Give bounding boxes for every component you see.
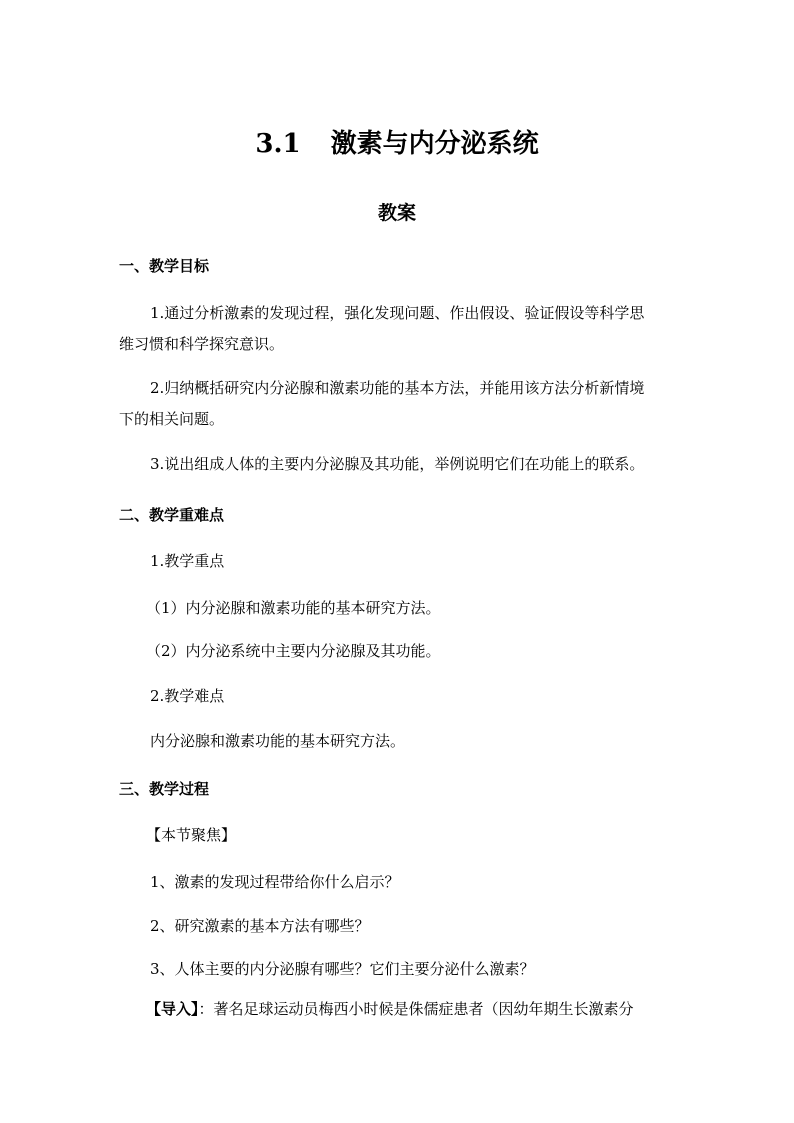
key-point-2: （2）内分泌系统中主要内分泌腺及其功能。 [146,642,441,660]
difficult-point-1: 内分泌腺和激素功能的基本研究方法。 [150,732,406,750]
key-point-1: （1）内分泌腺和激素功能的基本研究方法。 [146,599,441,617]
title-text: 激素与内分泌系统 [330,129,539,159]
objective-3: 3.说出组成人体的主要内分泌腺及其功能，举例说明它们在功能上的联系。 [150,455,645,473]
focus-label: 【本节聚焦】 [146,826,237,844]
objective-2-line-2: 下的相关问题。 [119,410,225,428]
page-subtitle: 教案 [377,202,416,224]
objective-2-line-1: 2.归纳概括研究内分泌腺和激素功能的基本方法，并能用该方法分析新情境 [150,379,645,397]
key-points-label: 1.教学重点 [150,552,225,570]
intro-label: 【导入】 [146,1000,199,1018]
objective-1-line-1: 1.通过分析激素的发现过程，强化发现问题、作出假设、验证假设等科学思 [150,304,645,322]
focus-question-3: 3、人体主要的内分泌腺有哪些？它们主要分泌什么激素？ [150,960,535,978]
section-heading-objectives: 一、教学目标 [119,257,210,275]
difficult-points-label: 2.教学难点 [150,687,225,705]
intro-text: ：著名足球运动员梅西小时候是侏儒症患者（因幼年期生长激素分 [198,1000,634,1018]
intro-paragraph [146,997,634,1021]
focus-question-2: 2、研究激素的基本方法有哪些？ [150,917,370,935]
objective-1-line-2: 维习惯和科学探究意识。 [119,335,285,353]
section-heading-key-points: 二、教学重难点 [119,506,225,524]
focus-question-1: 1、激素的发现过程带给你什么启示？ [150,873,400,891]
section-heading-process: 三、教学过程 [119,780,210,798]
page-title [0,122,794,166]
title-number: 3.1 [255,129,301,159]
